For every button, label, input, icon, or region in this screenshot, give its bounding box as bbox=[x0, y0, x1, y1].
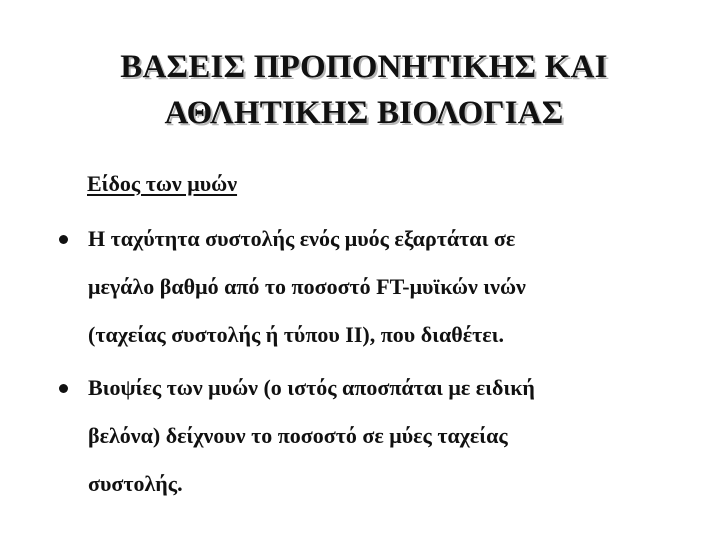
bullet-line: συστολής. bbox=[88, 471, 183, 496]
bullet-dot-icon bbox=[59, 235, 68, 244]
bullet-line: βελόνα) δείχνουν το ποσοστό σε μύες ταχείας bbox=[88, 423, 508, 448]
bullet-line: Βιοψίες των μυών (ο ιστός αποσπάται με ειδική bbox=[88, 375, 535, 400]
bullet-dot-icon bbox=[59, 384, 68, 393]
slide-title-line-2: ΑΘΛΗΤΙΚΗΣ ΒΙΟΛΟΓΙΑΣ bbox=[164, 95, 564, 131]
section-subheading: Είδος των μυών bbox=[87, 171, 238, 196]
slide-title-line-1: ΒΑΣΕΙΣ ΠΡΟΠΟΝΗΤΙΚΗΣ ΚΑΙ bbox=[120, 49, 608, 85]
bullet-line: Η ταχύτητα συστολής ενός μυός εξαρτάται σε bbox=[88, 226, 516, 251]
slide-title bbox=[40, 44, 688, 136]
bullet-line: μεγάλο βαθμό από το ποσοστό FT-μυϊκών ινών bbox=[88, 274, 526, 299]
bullet-line: (ταχείας συστολής ή τύπου ΙΙ), που διαθέτει. bbox=[88, 322, 504, 347]
